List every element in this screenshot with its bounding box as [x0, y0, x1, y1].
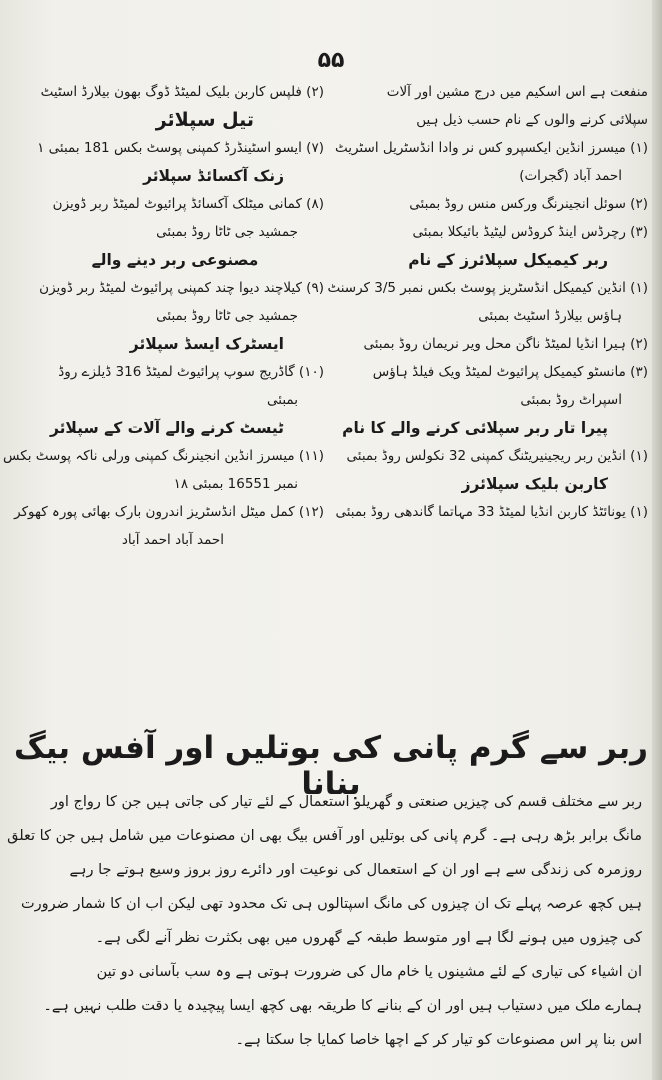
supplier-line: (۱۱) میسرز انڈین انجینرنگ کمپنی ورلی ناکہ پوسٹ بکس — [3, 448, 324, 464]
supplier-line: جمشید جی ٹاٹا روڈ بمبئی — [156, 308, 298, 324]
supplier-line: (۳) رچرڈس اینڈ کروڈس لیٹیڈ بائیکلا بمبئی — [412, 224, 648, 240]
supplier-line: احمد آباد احمد آباد — [121, 532, 224, 548]
supplier-line: (۱۲) کمل میٹل انڈسٹریز اندرون بارک بھائی پورہ کھوکر — [14, 504, 324, 520]
supplier-line: احمد آباد (گجرات) — [519, 168, 622, 184]
body-paragraph — [7, 790, 642, 1062]
supplier-line: (۸) کمانی میٹلک آکسائڈ پرائیوٹ لمیٹڈ ربر ڈویزن — [52, 196, 324, 212]
section-heading: کاربن بلیک سپلائرز — [461, 475, 608, 493]
supplier-line: (۱) انڈین ربر ریجینیریٹنگ کمپنی 32 نکولس روڈ بمبئی — [346, 448, 648, 464]
supplier-line: جمشید جی ٹاٹا روڈ بمبئی — [156, 224, 298, 240]
section-heading: تیل سپلائر — [155, 109, 254, 131]
supplier-line: (۲) سوئل انجینرنگ ورکس منس روڈ بمبئی — [409, 196, 648, 212]
section-heading: پیرا تار ربر سپلائی کرنے والے کا نام — [342, 419, 608, 437]
section-heading: ایسٹرک ایسڈ سپلائر — [129, 335, 284, 353]
supplier-line: نمبر 16551 بمبئی ۱۸ — [173, 476, 298, 492]
page-fold-shadow — [652, 0, 662, 1080]
paragraph-line: روزمرہ کی زندگی سے ہے اور ان کے استعمال کی نوعیت اور دائرے روز بروز وسیع ہوتے جا رہے — [69, 862, 642, 878]
paragraph-line: کی چیزوں میں ہونے لگا ہے اور متوسط طبقہ کے گھروں میں بھی بکثرت نظر آنے لگی ہے۔ — [95, 930, 642, 946]
supplier-line: ہاؤس بیلارڈ اسٹیٹ بمبئی — [478, 308, 622, 324]
supplier-line: (۱) میسرز انڈین ایکسپرو کس نر وادا انڈسٹریل اسٹریٹ — [334, 140, 648, 156]
paragraph-line: ان اشیاء کی تیاری کے لئے مشینوں یا خام مال کی ضرورت ہوتی ہے وہ سب بآسانی دو تین — [96, 964, 642, 980]
section-heading: ٹیسٹ کرنے والے آلات کے سپلائر — [49, 419, 284, 437]
page-number: ۵۵ — [317, 48, 345, 73]
supplier-line: (۳) مانسٹو کیمیکل پرائیوٹ لمیٹڈ ویک فیلڈ ہاؤس — [372, 364, 648, 380]
supplier-line: اسپراٹ روڈ بمبئی — [520, 392, 622, 408]
paragraph-line: ہیں کچھ عرصہ پہلے تک ان چیزوں کی مانگ اسپتالوں ہی تک محدود تھی لیکن اب ان کا شمار ضرورت — [20, 896, 642, 912]
supplier-line: (۲) فلپس کاربن بلیک لمیٹڈ ڈوگ بھون بیلارڈ اسٹیٹ — [40, 84, 324, 100]
paragraph-line: ربر سے مختلف قسم کی چیزیں صنعتی و گھریلو استعمال کے لئے تیار کی جاتی ہیں جن کا رواج اور — [50, 794, 642, 810]
paragraph-line: ہمارے ملک میں دستیاب ہیں اور ان کے بنانے کا طریقہ بھی کچھ ایسا پیچیدہ یا دقت طلب نہیں ہے۔ — [43, 998, 642, 1014]
paragraph-line: اس بنا پر اس مصنوعات کو تیار کر کے اچھا خاصا کمایا جا سکتا ہے۔ — [235, 1032, 642, 1048]
supplier-line: (۹) کیلاچند دیوا چند کمپنی پرائیوٹ لمیٹڈ ربر ڈویزن — [39, 280, 324, 296]
section-title: ربر سے گرم پانی کی بوتلیں اور آفس بیگ بنانا — [14, 730, 648, 802]
left-supplier-column — [3, 82, 324, 558]
paragraph-line: مانگ برابر بڑھ رہی ہے۔ گرم پانی کی بوتلیں اور آفس بیگ بھی ان مصنوعات میں شامل ہیں جن کا تعلق — [7, 828, 642, 844]
supplier-line: منفعت ہے اس اسکیم میں درج مشین اور آلات — [386, 84, 648, 100]
section-heading: مصنوعی ربر دینے والے — [91, 251, 259, 269]
right-supplier-column — [327, 82, 648, 530]
section-heading: زنک آکسائڈ سپلائر — [143, 167, 284, 185]
supplier-line: (۱) یونائٹڈ کاربن انڈیا لمیٹڈ 33 مہاتما گاندھی روڈ بمبئی — [335, 504, 648, 520]
supplier-line: (۲) ہیرا انڈیا لمیٹڈ ناگن محل ویر نریمان روڈ بمبئی — [363, 336, 648, 352]
supplier-line: سپلائی کرنے والوں کے نام حسب ذیل ہیں — [416, 112, 648, 128]
supplier-line: (۱) انڈین کیمیکل انڈسٹریز پوسٹ بکس نمبر 3/5 کرسنٹ — [327, 280, 648, 296]
supplier-line: (۷) ایسو اسٹینڈرڈ کمپنی پوسٹ بکس 181 بمبئی ۱ — [37, 140, 324, 156]
supplier-line: (۱۰) گاڈریج سوپ پرائیوٹ لمیٹڈ 316 ڈیلزے روڈ — [58, 364, 324, 380]
section-heading: ربر کیمیکل سپلائرز کے نام — [408, 251, 608, 269]
supplier-line: بمبئی — [267, 392, 298, 408]
